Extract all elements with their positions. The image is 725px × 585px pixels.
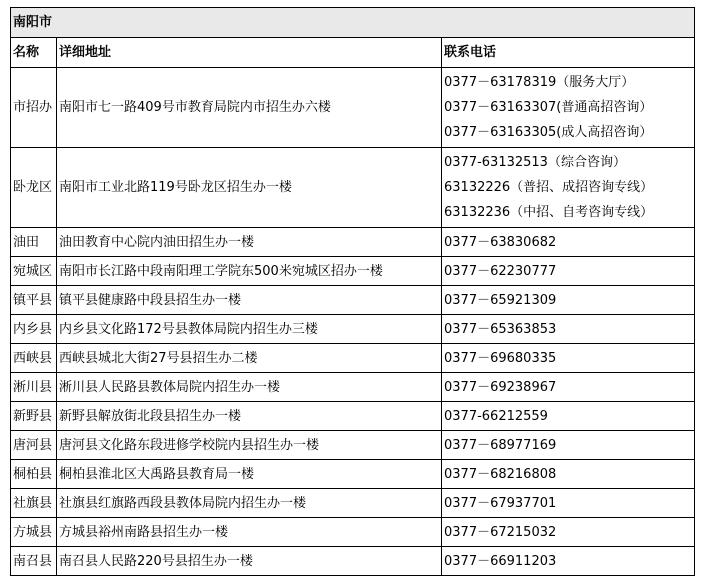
phone-number: 0377－68977169 <box>444 437 557 453</box>
address-cell: 方城县裕州南路县招生办一楼 <box>57 518 442 547</box>
phone-number: 0377－63163307(普通高招咨询） <box>444 100 653 115</box>
phone-number: 0377－62230777 <box>444 263 557 279</box>
office-name-cell: 社旗县 <box>11 489 57 518</box>
phone-cell <box>442 518 695 547</box>
table-row <box>11 228 695 257</box>
address-cell: 油田教育中心院内油田招生办一楼 <box>57 228 442 257</box>
office-name-cell: 方城县 <box>11 518 57 547</box>
header-address: 详细地址 <box>57 38 442 68</box>
phone-cell <box>442 315 695 344</box>
header-name: 名称 <box>11 38 57 68</box>
phone-number: 0377－65921309 <box>444 292 557 308</box>
office-name-cell: 油田 <box>11 228 57 257</box>
address-cell: 西峡县城北大街27号县招生办二楼 <box>57 344 442 373</box>
phone-number: 0377－65363853 <box>444 321 557 337</box>
address-cell: 新野县解放街北段县招生办一楼 <box>57 402 442 431</box>
table-title-row <box>11 8 695 38</box>
office-name-cell: 西峡县 <box>11 344 57 373</box>
table-header-row <box>11 38 695 68</box>
phone-number: 0377－63178319（服务大厅） <box>444 75 635 90</box>
office-name-cell: 宛城区 <box>11 257 57 286</box>
address-cell: 南阳市工业北路119号卧龙区招生办一楼 <box>57 148 442 228</box>
office-name-cell: 镇平县 <box>11 286 57 315</box>
header-phone: 联系电话 <box>442 38 695 68</box>
phone-cell <box>442 489 695 518</box>
phone-number: 0377－69238967 <box>444 379 557 395</box>
office-name-cell: 内乡县 <box>11 315 57 344</box>
contact-table-container <box>10 7 695 576</box>
phone-cell <box>442 257 695 286</box>
table-title: 南阳市 <box>11 8 695 38</box>
phone-cell <box>442 402 695 431</box>
table-row <box>11 148 695 228</box>
address-cell: 南召县人民路220号县招生办一楼 <box>57 547 442 576</box>
phone-cell <box>442 286 695 315</box>
phone-number: 0377－69680335 <box>444 350 557 366</box>
address-cell: 南阳市七一路409号市教育局院内市招生办六楼 <box>57 68 442 148</box>
address-cell: 南阳市长江路中段南阳理工学院东500米宛城区招办一楼 <box>57 257 442 286</box>
phone-number: 0377－63163305(成人高招咨询） <box>444 125 653 140</box>
table-row <box>11 431 695 460</box>
phone-number: 63132226（普招、成招咨询专线） <box>444 180 654 195</box>
phone-cell <box>442 431 695 460</box>
office-name-cell: 南召县 <box>11 547 57 576</box>
office-name-cell: 唐河县 <box>11 431 57 460</box>
table-row <box>11 257 695 286</box>
phone-number: 0377-63132513（综合咨询） <box>444 155 626 170</box>
table-row <box>11 373 695 402</box>
table-row <box>11 315 695 344</box>
table-row <box>11 489 695 518</box>
table-row <box>11 68 695 148</box>
table-row <box>11 286 695 315</box>
phone-number: 0377－66911203 <box>444 553 557 569</box>
phone-cell <box>442 373 695 402</box>
phone-cell <box>442 547 695 576</box>
table-row <box>11 460 695 489</box>
phone-number: 0377－67215032 <box>444 524 557 540</box>
address-cell: 社旗县红旗路西段县教体局院内招生办一楼 <box>57 489 442 518</box>
office-name-cell: 桐柏县 <box>11 460 57 489</box>
table-row <box>11 402 695 431</box>
address-cell: 唐河县文化路东段进修学校院内县招生办一楼 <box>57 431 442 460</box>
phone-number: 0377－67937701 <box>444 495 557 511</box>
address-cell: 桐柏县淮北区大禹路县教育局一楼 <box>57 460 442 489</box>
phone-cell <box>442 460 695 489</box>
table-row <box>11 344 695 373</box>
phone-cell <box>442 148 695 228</box>
table-row <box>11 518 695 547</box>
phone-cell <box>442 344 695 373</box>
phone-cell <box>442 228 695 257</box>
office-name-cell: 市招办 <box>11 68 57 148</box>
phone-number: 0377－68216808 <box>444 466 557 482</box>
office-name-cell: 淅川县 <box>11 373 57 402</box>
phone-number: 0377－63830682 <box>444 234 557 250</box>
phone-cell <box>442 68 695 148</box>
contact-table <box>10 7 695 576</box>
phone-number: 63132236（中招、自考咨询专线） <box>444 205 654 220</box>
address-cell: 淅川县人民路县教体局院内招生办一楼 <box>57 373 442 402</box>
address-cell: 镇平县健康路中段县招生办一楼 <box>57 286 442 315</box>
table-row <box>11 547 695 576</box>
phone-number: 0377-66212559 <box>444 408 548 424</box>
office-name-cell: 卧龙区 <box>11 148 57 228</box>
office-name-cell: 新野县 <box>11 402 57 431</box>
address-cell: 内乡县文化路172号县教体局院内招生办三楼 <box>57 315 442 344</box>
